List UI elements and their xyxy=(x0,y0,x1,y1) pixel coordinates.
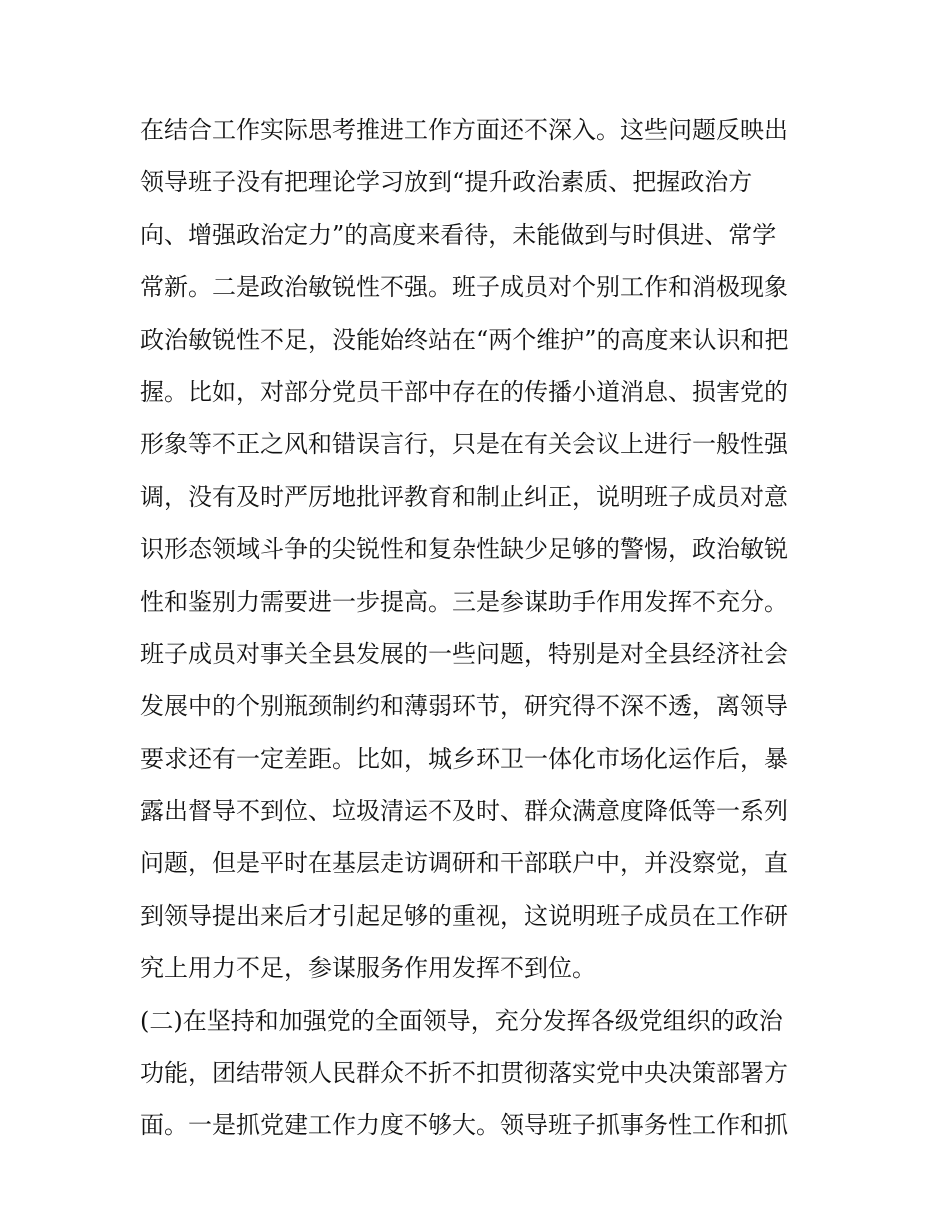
text-line-19: 功能，团结带领人民群众不折不扣贯彻落实党中央决策部署方 xyxy=(140,1059,788,1088)
text-line-15: 问题，但是平时在基层走访调研和干部联户中，并没察觉，直 xyxy=(140,849,788,878)
text-line-16: 到领导提出来后才引起足够的重视，这说明班子成员在工作研 xyxy=(140,901,788,930)
text-line-1: 在结合工作实际思考推进工作方面还不深入。这些问题反映出 xyxy=(140,116,788,144)
text-line-17: 究上用力不足，参谋服务作用发挥不到位。 xyxy=(140,954,596,983)
text-line-7: 形象等不正之风和错误言行，只是在有关会议上进行一般性强 xyxy=(140,430,788,459)
text-line-2: 领导班子没有把理论学习放到“提升政治素质、把握政治方 xyxy=(140,168,753,197)
text-line-3: 向、增强政治定力”的高度来看待，未能做到与时俱进、常学 xyxy=(140,220,777,249)
text-line-20: 面。一是抓党建工作力度不够大。领导班子抓事务性工作和抓 xyxy=(140,1111,788,1140)
text-line-11: 班子成员对事关全县发展的一些问题，特别是对全县经济社会 xyxy=(140,639,788,668)
text-line-5: 政治敏锐性不足，没能始终站在“两个维护”的高度来认识和把 xyxy=(140,325,789,354)
text-line-9: 识形态领域斗争的尖锐性和复杂性缺少足够的警惕，政治敏锐 xyxy=(140,535,788,564)
text-line-12: 发展中的个别瓶颈制约和薄弱环节，研究得不深不透，离领导 xyxy=(140,692,788,721)
text-line-14: 露出督导不到位、垃圾清运不及时、群众满意度降低等一系列 xyxy=(140,797,788,826)
body-text xyxy=(140,104,830,1152)
text-line-10: 性和鉴别力需要进一步提高。三是参谋助手作用发挥不充分。 xyxy=(140,587,788,616)
text-line-6: 握。比如，对部分党员干部中存在的传播小道消息、损害党的 xyxy=(140,377,788,406)
text-line-18: (二)在坚持和加强党的全面领导，充分发挥各级党组织的政治 xyxy=(140,1006,783,1035)
text-line-4: 常新。二是政治敏锐性不强。班子成员对个别工作和消极现象 xyxy=(140,273,788,302)
text-line-8: 调，没有及时严厉地批评教育和制止纠正，说明班子成员对意 xyxy=(140,482,788,511)
text-line-13: 要求还有一定差距。比如，城乡环卫一体化市场化运作后，暴 xyxy=(140,744,788,773)
